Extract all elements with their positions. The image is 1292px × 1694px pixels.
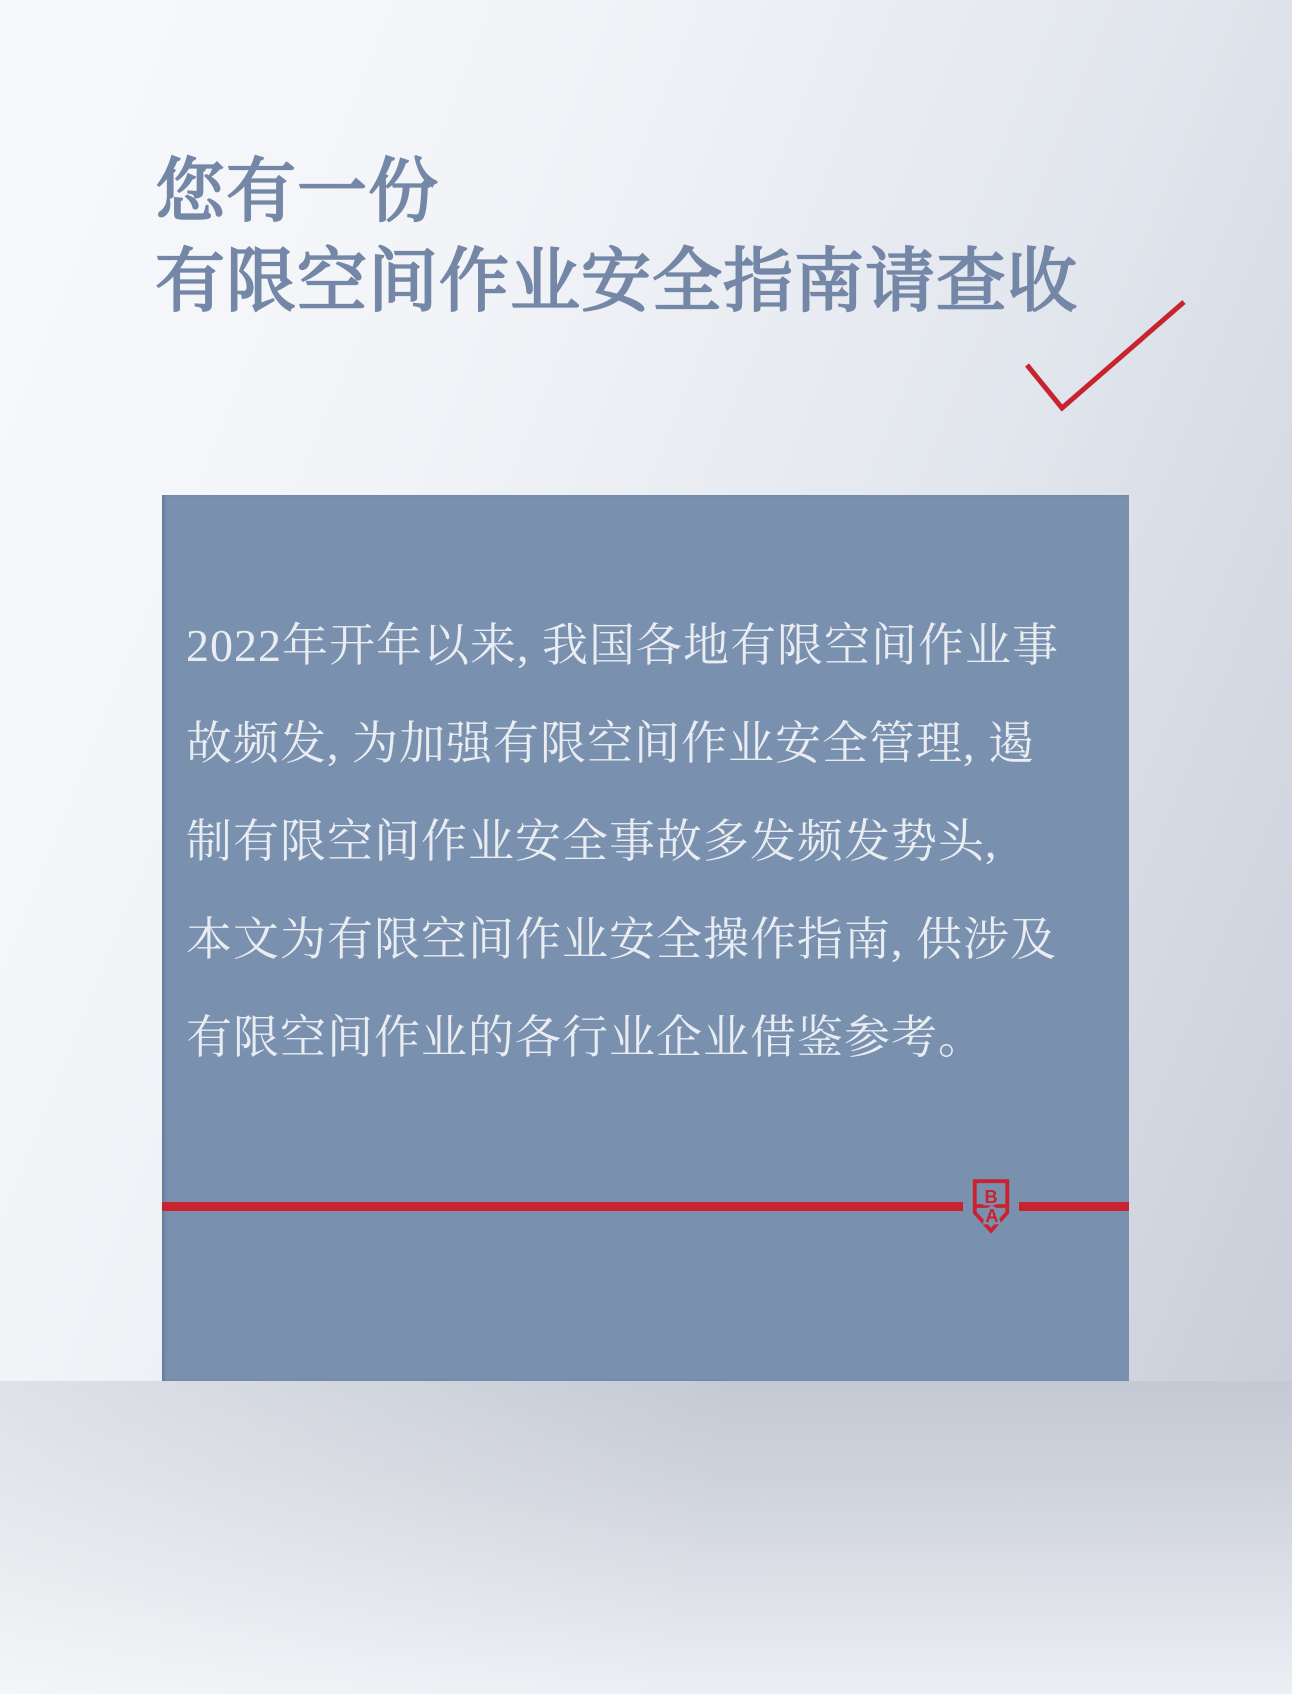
check-icon: [1025, 300, 1187, 414]
ba-shield-logo: [970, 1178, 1012, 1234]
badge-letter-a: A: [985, 1206, 999, 1227]
accent-rule-right: [1019, 1202, 1129, 1211]
paragraph-line: 故频发, 为加强有限空间作业安全管理, 遏: [186, 718, 1035, 769]
paragraph-line: 制有限空间作业安全事故多发频发势头,: [186, 816, 998, 867]
accent-rule-left: [162, 1202, 963, 1211]
paragraph-line: 有限空间作业的各行业企业借鉴参考。: [186, 1012, 985, 1063]
backdrop-floor: [0, 1381, 1292, 1694]
card-paragraph: [186, 597, 1079, 1087]
headline-line-1: 您有一份: [155, 154, 439, 231]
headline-line-2: 有限空间作业安全指南请查收: [155, 244, 1078, 321]
badge-letter-b: B: [984, 1187, 998, 1208]
paragraph-line: 本文为有限空间作业安全操作指南, 供涉及: [186, 914, 1057, 965]
accent-rule: [162, 1177, 1129, 1235]
poster-headline: [155, 148, 1078, 328]
content-card: [162, 495, 1129, 1381]
paragraph-line: 2022年开年以来, 我国各地有限空间作业事: [186, 620, 1059, 671]
